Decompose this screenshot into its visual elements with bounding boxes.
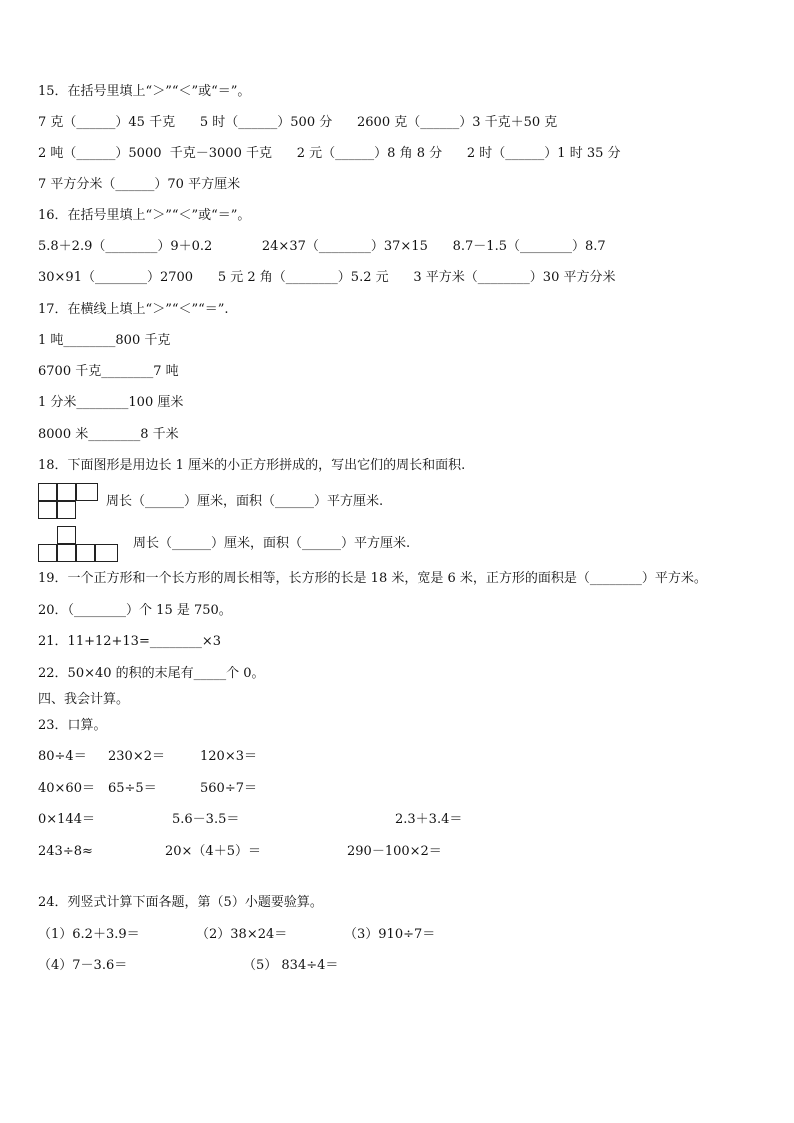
q16-row-2: 30×91（________）2700 5 元 2 角（________）5.2 元 3 平方米（________）30 平方分米 (38, 270, 616, 285)
q17-row-1: 1 吨________800 千克 (38, 333, 171, 348)
q15-row-2: 2 吨（______）5000 千克－3000 千克 2 元（______）8 角 8 分 2 时（______）1 时 35 分 (38, 146, 621, 161)
q24-item-1: （1）6.2＋3.9＝ (38, 927, 140, 942)
q23-item: 0×144＝ (38, 812, 95, 827)
q21: 21．11+12+13=________×3 (38, 634, 222, 649)
q23-item: 20×（4＋5）＝ (165, 844, 261, 859)
q15-row-1: 7 克（______）45 千克 5 时（______）500 分 2600 克（______）3 千克＋50 克 (38, 115, 558, 130)
q17-row-4: 8000 米________8 千米 (38, 427, 179, 442)
q18-shape-a-answer: 周长（______）厘米，面积（______）平方厘米. (106, 494, 384, 509)
q23-item: 80÷4＝ (38, 749, 87, 764)
q15-row-3: 7 平方分米（______）70 平方厘米 (38, 177, 241, 192)
section-4-heading: 四、我会计算。 (38, 692, 130, 707)
q23-item: 65÷5＝ (108, 781, 157, 796)
q23-item: 230×2＝ (108, 749, 165, 764)
q17-row-2: 6700 千克________7 吨 (38, 364, 179, 379)
q23-item: 243÷8≈ (38, 844, 93, 859)
q23-item: 5.6－3.5＝ (172, 812, 240, 827)
q18-prompt: 18．下面图形是用边长 1 厘米的小正方形拼成的，写出它们的周长和面积. (38, 458, 466, 473)
q23-item: 560÷7＝ (200, 781, 257, 796)
q23-prompt: 23．口算。 (38, 718, 107, 733)
q16-prompt: 16．在括号里填上“＞”“＜”或“＝”。 (38, 208, 251, 223)
q20: 20．（________）个 15 是 750。 (38, 603, 232, 618)
q15-prompt: 15．在括号里填上“＞”“＜”或“＝”。 (38, 84, 251, 99)
q23-item: 40×60＝ (38, 781, 95, 796)
q23-item: 2.3＋3.4＝ (395, 812, 463, 827)
q23-item: 290－100×2＝ (347, 844, 442, 859)
q17-prompt: 17．在横线上填上“＞”“＜”“＝”. (38, 302, 229, 317)
q16-row-1: 5.8＋2.9（________）9＋0.2 24×37（________）37×15 8.7－1.5（________）8.7 (38, 239, 606, 254)
q24-item-4: （4）7－3.6＝ (38, 958, 128, 973)
q18-shape-b-answer: 周长（______）厘米，面积（______）平方厘米. (133, 536, 411, 551)
q19: 19．一个正方形和一个长方形的周长相等，长方形的长是 18 米，宽是 6 米，正方形的面积是（________）平方米。 (38, 571, 707, 586)
q24-item-5: （5） 834÷4＝ (243, 958, 339, 973)
q24-prompt: 24．列竖式计算下面各题，第（5）小题要验算。 (38, 895, 323, 910)
q23-item: 120×3＝ (200, 749, 257, 764)
q22: 22．50×40 的积的末尾有_____个 0。 (38, 666, 265, 681)
q17-row-3: 1 分米________100 厘米 (38, 395, 184, 410)
q24-item-3: （3）910÷7＝ (344, 927, 436, 942)
q24-item-2: （2）38×24＝ (196, 927, 288, 942)
